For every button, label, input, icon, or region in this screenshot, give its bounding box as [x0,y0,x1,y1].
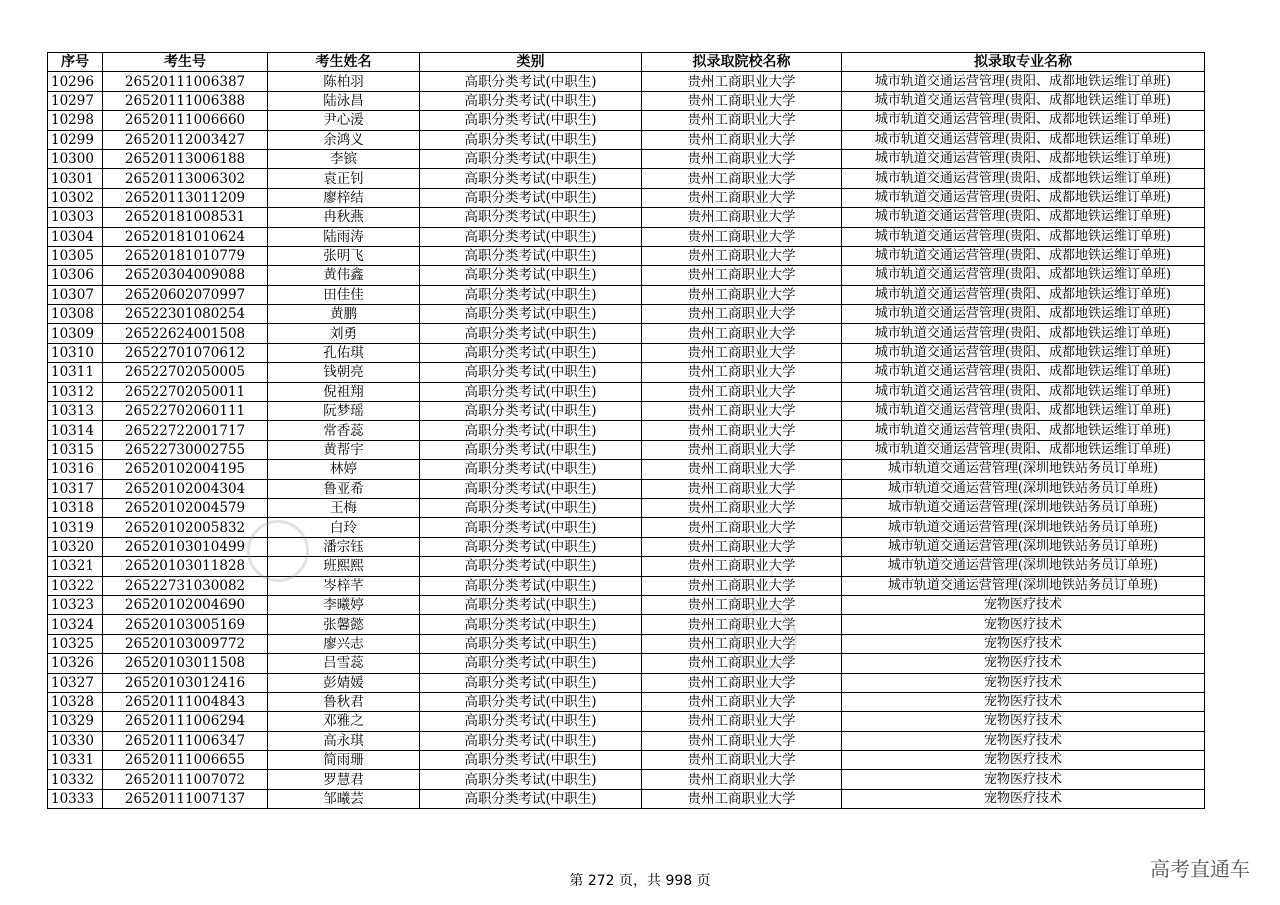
cell-candidate-name: 黄伟鑫 [268,266,420,285]
table-row [48,246,1205,265]
table-row [48,460,1205,479]
cell-candidate-number: 26520111006294 [103,712,268,731]
table-row [48,712,1205,731]
cell-seq: 10302 [48,188,103,207]
cell-category: 高职分类考试(中职生) [420,537,642,556]
cell-seq: 10327 [48,673,103,692]
cell-seq: 10314 [48,421,103,440]
cell-candidate-number: 26520111006660 [103,111,268,130]
cell-major: 宠物医疗技术 [842,634,1205,653]
cell-category: 高职分类考试(中职生) [420,246,642,265]
cell-seq: 10312 [48,382,103,401]
cell-candidate-number: 26520103009772 [103,634,268,653]
cell-college: 贵州工商职业大学 [642,149,842,168]
cell-college: 贵州工商职业大学 [642,518,842,537]
table-row [48,789,1205,808]
cell-candidate-number: 26520112003427 [103,130,268,149]
cell-candidate-number: 26520181008531 [103,208,268,227]
cell-major: 宠物医疗技术 [842,595,1205,614]
cell-category: 高职分类考试(中职生) [420,402,642,421]
table-row [48,673,1205,692]
table-row [48,130,1205,149]
cell-seq: 10316 [48,460,103,479]
cell-candidate-name: 黄帮宇 [268,440,420,459]
cell-candidate-name: 高永琪 [268,731,420,750]
cell-major: 宠物医疗技术 [842,770,1205,789]
cell-category: 高职分类考试(中职生) [420,343,642,362]
cell-major: 宠物医疗技术 [842,692,1205,711]
cell-college: 贵州工商职业大学 [642,479,842,498]
cell-category: 高职分类考试(中职生) [420,576,642,595]
cell-seq: 10305 [48,246,103,265]
cell-seq: 10306 [48,266,103,285]
cell-major: 城市轨道交通运营管理(贵阳、成都地铁运维订单班) [842,130,1205,149]
cell-category: 高职分类考试(中职生) [420,498,642,517]
cell-candidate-name: 鲁亚希 [268,479,420,498]
cell-major: 城市轨道交通运营管理(贵阳、成都地铁运维订单班) [842,440,1205,459]
cell-category: 高职分类考试(中职生) [420,789,642,808]
cell-candidate-number: 26520304009088 [103,266,268,285]
table-header-row [48,53,1205,72]
cell-major: 城市轨道交通运营管理(贵阳、成都地铁运维订单班) [842,402,1205,421]
table-row [48,343,1205,362]
cell-candidate-name: 孔佑琪 [268,343,420,362]
table-row [48,537,1205,556]
cell-major: 城市轨道交通运营管理(贵阳、成都地铁运维订单班) [842,363,1205,382]
cell-candidate-name: 班熙熙 [268,557,420,576]
header-seq: 序号 [48,53,103,72]
footer-suffix: 页 [696,873,711,889]
cell-candidate-name: 余鸿义 [268,130,420,149]
cell-candidate-number: 26520113006302 [103,169,268,188]
cell-category: 高职分类考试(中职生) [420,208,642,227]
cell-major: 宠物医疗技术 [842,751,1205,770]
cell-seq: 10296 [48,72,103,91]
table-row [48,576,1205,595]
cell-seq: 10328 [48,692,103,711]
cell-category: 高职分类考试(中职生) [420,751,642,770]
cell-candidate-name: 冉秋燕 [268,208,420,227]
header-category: 类别 [420,53,642,72]
header-candidate-number: 考生号 [103,53,268,72]
cell-college: 贵州工商职业大学 [642,673,842,692]
cell-major: 城市轨道交通运营管理(贵阳、成都地铁运维订单班) [842,227,1205,246]
table-row [48,208,1205,227]
cell-major: 城市轨道交通运营管理(贵阳、成都地铁运维订单班) [842,188,1205,207]
cell-candidate-name: 钱朝亮 [268,363,420,382]
cell-candidate-number: 26520102004690 [103,595,268,614]
cell-candidate-number: 26522731030082 [103,576,268,595]
cell-candidate-name: 张馨懿 [268,615,420,634]
table-row [48,421,1205,440]
cell-major: 城市轨道交通运营管理(贵阳、成都地铁运维订单班) [842,91,1205,110]
cell-category: 高职分类考试(中职生) [420,692,642,711]
cell-candidate-number: 26520102005832 [103,518,268,537]
cell-candidate-number: 26520111006388 [103,91,268,110]
cell-category: 高职分类考试(中职生) [420,460,642,479]
table-row [48,402,1205,421]
cell-major: 宠物医疗技术 [842,712,1205,731]
cell-candidate-number: 26522702060111 [103,402,268,421]
cell-candidate-number: 26520102004304 [103,479,268,498]
cell-seq: 10331 [48,751,103,770]
cell-category: 高职分类考试(中职生) [420,518,642,537]
cell-seq: 10298 [48,111,103,130]
cell-seq: 10307 [48,285,103,304]
cell-college: 贵州工商职业大学 [642,615,842,634]
cell-major: 城市轨道交通运营管理(贵阳、成都地铁运维订单班) [842,324,1205,343]
cell-seq: 10309 [48,324,103,343]
cell-college: 贵州工商职业大学 [642,343,842,362]
cell-category: 高职分类考试(中职生) [420,479,642,498]
cell-category: 高职分类考试(中职生) [420,654,642,673]
table-row [48,654,1205,673]
cell-college: 贵州工商职业大学 [642,266,842,285]
cell-candidate-name: 邓雅之 [268,712,420,731]
cell-seq: 10317 [48,479,103,498]
cell-candidate-name: 常香蕊 [268,421,420,440]
cell-candidate-name: 倪祖翔 [268,382,420,401]
cell-seq: 10326 [48,654,103,673]
footer-page-number: 272 [587,873,615,889]
cell-major: 宠物医疗技术 [842,673,1205,692]
cell-candidate-name: 田佳佳 [268,285,420,304]
table-row [48,382,1205,401]
cell-seq: 10299 [48,130,103,149]
cell-seq: 10319 [48,518,103,537]
table-row [48,615,1205,634]
cell-college: 贵州工商职业大学 [642,363,842,382]
cell-candidate-number: 26520111007072 [103,770,268,789]
cell-college: 贵州工商职业大学 [642,460,842,479]
cell-candidate-name: 阮梦瑶 [268,402,420,421]
cell-college: 贵州工商职业大学 [642,751,842,770]
cell-candidate-number: 26520111006387 [103,72,268,91]
cell-category: 高职分类考试(中职生) [420,673,642,692]
cell-major: 城市轨道交通运营管理(贵阳、成都地铁运维订单班) [842,285,1205,304]
cell-seq: 10323 [48,595,103,614]
table-row [48,285,1205,304]
table-row [48,692,1205,711]
cell-college: 贵州工商职业大学 [642,634,842,653]
cell-college: 贵州工商职业大学 [642,712,842,731]
cell-seq: 10301 [48,169,103,188]
cell-candidate-number: 26520103012416 [103,673,268,692]
table-row [48,149,1205,168]
cell-seq: 10315 [48,440,103,459]
cell-major: 城市轨道交通运营管理(深圳地铁站务员订单班) [842,557,1205,576]
cell-category: 高职分类考试(中职生) [420,770,642,789]
cell-college: 贵州工商职业大学 [642,789,842,808]
table-row [48,479,1205,498]
cell-category: 高职分类考试(中职生) [420,363,642,382]
cell-candidate-number: 26520103005169 [103,615,268,634]
cell-candidate-name: 李镔 [268,149,420,168]
cell-college: 贵州工商职业大学 [642,576,842,595]
cell-major: 城市轨道交通运营管理(贵阳、成都地铁运维订单班) [842,266,1205,285]
cell-category: 高职分类考试(中职生) [420,111,642,130]
cell-category: 高职分类考试(中职生) [420,382,642,401]
cell-category: 高职分类考试(中职生) [420,324,642,343]
cell-college: 贵州工商职业大学 [642,595,842,614]
cell-major: 城市轨道交通运营管理(深圳地铁站务员订单班) [842,518,1205,537]
cell-candidate-name: 潘宗钰 [268,537,420,556]
cell-major: 城市轨道交通运营管理(贵阳、成都地铁运维订单班) [842,111,1205,130]
cell-candidate-number: 26522722001717 [103,421,268,440]
cell-candidate-number: 26520103011828 [103,557,268,576]
table-row [48,731,1205,750]
cell-candidate-name: 廖兴志 [268,634,420,653]
cell-candidate-name: 陆泳昌 [268,91,420,110]
cell-major: 城市轨道交通运营管理(贵阳、成都地铁运维订单班) [842,382,1205,401]
cell-candidate-name: 岑梓芊 [268,576,420,595]
table-row [48,363,1205,382]
cell-college: 贵州工商职业大学 [642,227,842,246]
table-row [48,188,1205,207]
cell-candidate-number: 26520111006347 [103,731,268,750]
table-row [48,324,1205,343]
cell-major: 宠物医疗技术 [842,789,1205,808]
table-row [48,227,1205,246]
cell-category: 高职分类考试(中职生) [420,731,642,750]
cell-candidate-name: 黄鹏 [268,305,420,324]
cell-major: 城市轨道交通运营管理(深圳地铁站务员订单班) [842,576,1205,595]
cell-candidate-number: 26522301080254 [103,305,268,324]
cell-college: 贵州工商职业大学 [642,91,842,110]
cell-category: 高职分类考试(中职生) [420,130,642,149]
cell-seq: 10321 [48,557,103,576]
cell-seq: 10329 [48,712,103,731]
cell-college: 贵州工商职业大学 [642,440,842,459]
admission-table [47,52,1205,809]
cell-candidate-name: 刘勇 [268,324,420,343]
cell-candidate-number: 26520102004579 [103,498,268,517]
cell-college: 贵州工商职业大学 [642,246,842,265]
cell-candidate-number: 26522730002755 [103,440,268,459]
cell-category: 高职分类考试(中职生) [420,440,642,459]
cell-candidate-number: 26520113006188 [103,149,268,168]
cell-college: 贵州工商职业大学 [642,111,842,130]
cell-major: 城市轨道交通运营管理(深圳地铁站务员订单班) [842,479,1205,498]
footer-prefix: 第 [569,873,584,889]
cell-candidate-name: 简雨珊 [268,751,420,770]
cell-category: 高职分类考试(中职生) [420,227,642,246]
table-row [48,72,1205,91]
cell-college: 贵州工商职业大学 [642,421,842,440]
table-row [48,91,1205,110]
cell-major: 宠物医疗技术 [842,731,1205,750]
cell-candidate-name: 罗慧君 [268,770,420,789]
footer-total-pages: 998 [665,873,693,889]
table-row [48,266,1205,285]
cell-major: 宠物医疗技术 [842,654,1205,673]
cell-candidate-number: 26520103011508 [103,654,268,673]
cell-candidate-name: 李曦婷 [268,595,420,614]
cell-college: 贵州工商职业大学 [642,770,842,789]
cell-seq: 10325 [48,634,103,653]
cell-candidate-number: 26520181010779 [103,246,268,265]
cell-seq: 10304 [48,227,103,246]
cell-candidate-name: 陈柏羽 [268,72,420,91]
cell-major: 城市轨道交通运营管理(贵阳、成都地铁运维订单班) [842,72,1205,91]
cell-category: 高职分类考试(中职生) [420,557,642,576]
cell-candidate-number: 26520113011209 [103,188,268,207]
cell-major: 城市轨道交通运营管理(贵阳、成都地铁运维订单班) [842,343,1205,362]
cell-candidate-name: 鲁秋君 [268,692,420,711]
cell-college: 贵州工商职业大学 [642,285,842,304]
cell-candidate-number: 26520111006655 [103,751,268,770]
cell-college: 贵州工商职业大学 [642,382,842,401]
cell-category: 高职分类考试(中职生) [420,149,642,168]
cell-candidate-number: 26520181010624 [103,227,268,246]
table-row [48,557,1205,576]
cell-major: 城市轨道交通运营管理(贵阳、成都地铁运维订单班) [842,208,1205,227]
cell-category: 高职分类考试(中职生) [420,91,642,110]
cell-college: 贵州工商职业大学 [642,731,842,750]
cell-seq: 10330 [48,731,103,750]
cell-category: 高职分类考试(中职生) [420,169,642,188]
cell-college: 贵州工商职业大学 [642,305,842,324]
cell-seq: 10311 [48,363,103,382]
cell-candidate-number: 26520102004195 [103,460,268,479]
cell-seq: 10300 [48,149,103,168]
brand-watermark: 高考直通车 [1150,857,1250,881]
cell-category: 高职分类考试(中职生) [420,285,642,304]
cell-major: 城市轨道交通运营管理(深圳地铁站务员订单班) [842,537,1205,556]
cell-college: 贵州工商职业大学 [642,692,842,711]
footer-middle: 页，共 [619,873,661,889]
cell-candidate-name: 林婷 [268,460,420,479]
cell-college: 贵州工商职业大学 [642,498,842,517]
cell-seq: 10320 [48,537,103,556]
cell-seq: 10332 [48,770,103,789]
cell-college: 贵州工商职业大学 [642,208,842,227]
cell-candidate-number: 26522702050011 [103,382,268,401]
cell-major: 城市轨道交通运营管理(贵阳、成都地铁运维订单班) [842,246,1205,265]
cell-major: 城市轨道交通运营管理(贵阳、成都地铁运维订单班) [842,169,1205,188]
cell-category: 高职分类考试(中职生) [420,634,642,653]
cell-category: 高职分类考试(中职生) [420,595,642,614]
cell-seq: 10297 [48,91,103,110]
cell-seq: 10303 [48,208,103,227]
cell-seq: 10308 [48,305,103,324]
cell-candidate-number: 26520111007137 [103,789,268,808]
cell-category: 高职分类考试(中职生) [420,266,642,285]
cell-category: 高职分类考试(中职生) [420,305,642,324]
cell-major: 城市轨道交通运营管理(贵阳、成都地铁运维订单班) [842,149,1205,168]
cell-candidate-name: 王梅 [268,498,420,517]
cell-major: 城市轨道交通运营管理(深圳地铁站务员订单班) [842,460,1205,479]
cell-major: 宠物医疗技术 [842,615,1205,634]
cell-category: 高职分类考试(中职生) [420,188,642,207]
cell-candidate-name: 陆雨涛 [268,227,420,246]
cell-candidate-number: 26522624001508 [103,324,268,343]
cell-candidate-name: 邹曦芸 [268,789,420,808]
table-row [48,595,1205,614]
header-college: 拟录取院校名称 [642,53,842,72]
table-row [48,440,1205,459]
cell-candidate-name: 张明飞 [268,246,420,265]
cell-candidate-name: 廖梓结 [268,188,420,207]
table-row [48,305,1205,324]
table-row [48,751,1205,770]
page-footer [0,870,1280,890]
cell-seq: 10324 [48,615,103,634]
cell-candidate-name: 白玲 [268,518,420,537]
cell-college: 贵州工商职业大学 [642,130,842,149]
table-row [48,169,1205,188]
cell-college: 贵州工商职业大学 [642,188,842,207]
cell-candidate-name: 尹心湲 [268,111,420,130]
cell-candidate-name: 袁正钊 [268,169,420,188]
table-row [48,498,1205,517]
cell-candidate-number: 26520602070997 [103,285,268,304]
cell-college: 贵州工商职业大学 [642,537,842,556]
cell-college: 贵州工商职业大学 [642,324,842,343]
header-major: 拟录取专业名称 [842,53,1205,72]
cell-category: 高职分类考试(中职生) [420,615,642,634]
cell-college: 贵州工商职业大学 [642,402,842,421]
cell-category: 高职分类考试(中职生) [420,421,642,440]
cell-college: 贵州工商职业大学 [642,169,842,188]
cell-seq: 10310 [48,343,103,362]
cell-seq: 10333 [48,789,103,808]
cell-candidate-name: 彭婧媛 [268,673,420,692]
cell-candidate-number: 26520111004843 [103,692,268,711]
cell-seq: 10322 [48,576,103,595]
cell-major: 城市轨道交通运营管理(深圳地铁站务员订单班) [842,498,1205,517]
cell-college: 贵州工商职业大学 [642,557,842,576]
cell-college: 贵州工商职业大学 [642,654,842,673]
table-row [48,518,1205,537]
cell-major: 城市轨道交通运营管理(贵阳、成都地铁运维订单班) [842,421,1205,440]
cell-category: 高职分类考试(中职生) [420,712,642,731]
cell-candidate-number: 26522701070612 [103,343,268,362]
cell-candidate-number: 26522702050005 [103,363,268,382]
cell-major: 城市轨道交通运营管理(贵阳、成都地铁运维订单班) [842,305,1205,324]
header-candidate-name: 考生姓名 [268,53,420,72]
table-row [48,111,1205,130]
cell-seq: 10318 [48,498,103,517]
cell-college: 贵州工商职业大学 [642,72,842,91]
table-row [48,770,1205,789]
cell-seq: 10313 [48,402,103,421]
cell-candidate-name: 吕雪蕊 [268,654,420,673]
table-row [48,634,1205,653]
cell-candidate-number: 26520103010499 [103,537,268,556]
cell-category: 高职分类考试(中职生) [420,72,642,91]
